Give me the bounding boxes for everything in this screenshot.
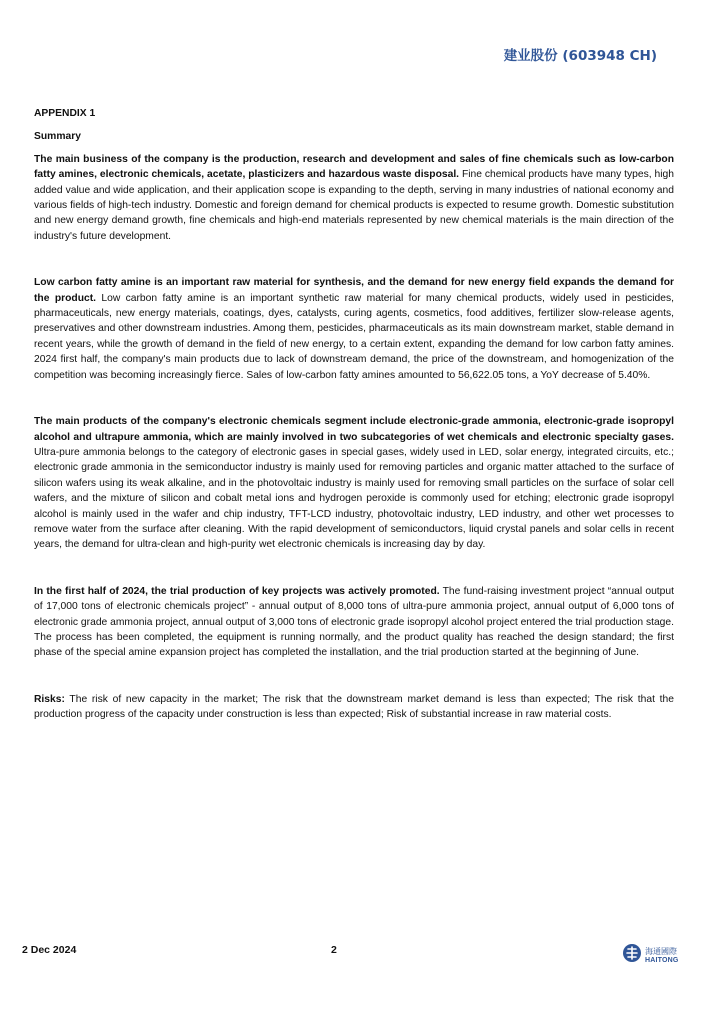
logo-text-en: HAITONG (645, 956, 679, 964)
paragraph-fatty-amine (34, 275, 674, 383)
haitong-logo (622, 943, 679, 968)
paragraph-main-business (34, 152, 674, 244)
summary-title: Summary (34, 131, 81, 143)
paragraph-risks (34, 692, 674, 723)
paragraph-electronic-chemicals (34, 414, 674, 553)
paragraph-body: Ultra-pure ammonia belongs to the category of electronic gases in special gases, widely used in LED, solar energy, integrated circuits, etc.; electronic grade ammonia in the semiconductor industry is mainly used for removing particles and organic matter attached to the surface of silicon wafers using its weak alkaline, and in the photovoltaic industry is mainly used for removing small particles on the surface of solar cell wafers, and the mixture of silicon and cobalt metal ions and hydrogen peroxide is commonly used for etching; electronic grade isopropyl alcohol is mainly used in the wafer and chip industry, TFT-LCD industry, photovoltaic industry, LED industry, and other wet processes to remove water from the surface after cleaning. With the rapid development of semiconductors, liquid crystal panels and solar cells in recent years, the demand for ultra-clean and high-purity wet electronic chemicals is increasing day by day. (34, 446, 674, 551)
paragraph-body: The risk of new capacity in the market; The risk that the downstream market demand is less than expected; The risk that the production progress of the capacity under construction is less than expected; Risk of substantial increase in raw material costs. (34, 693, 674, 721)
paragraph-body: Fine chemical products have many types, high added value and wide application, and their application scope is expanding to the depth, serving in many industries of national economy and various fields of high-tech industry. Domestic and foreign demand for chemical products is expected to resume growth. Domestic substitution and new energy demand growth, fine chemicals and high-end materials represented by new chemical materials is the main direction of the industry's future development. (34, 169, 674, 242)
paragraph-body: Low carbon fatty amine is an important synthetic raw material for many chemical products, widely used in pesticides, pharmaceuticals, new energy materials, coatings, dyes, catalysts, curing agents, cosmetics, food additives, fertilizer slow-release agents, preservatives and other downstream industries. Among them, pesticides, pharmaceuticals as its main downstream market, stable demand in recent years, while the growth of demand in the field of new energy, to a certain extent, expanding the demand for low carbon fatty amines. 2024 first half, the company's main products due to lack of downstream demand, the price of the downstream, and homogenization of the competition was becoming increasingly fierce. Sales of low-carbon fatty amines amounted to 56,622.05 tons, a YoY decrease of 5.40%. (34, 292, 674, 381)
paragraph-lead: The main business of the company is the production, research and development and sales of fine chemicals such as low-carbon fatty amines, electronic chemicals, acetate, plasticizers and hazardous waste disposal. (34, 153, 674, 181)
paragraph-body: The fund-raising investment project “annual output of 17,000 tons of electronic chemicals project” - annual output of 8,000 tons of ultra-pure ammonia project, annual output of 6,000 tons of electronic grade ammonia project, annual output of 3,000 tons of electronic grade isopropyl alcohol project entered the trial production stage. The process has been completed, the equipment is running normally, and the product quality has reached the design standard; the first phase of the special amine expansion project has completed the installation, and the trial production started at the beginning of June. (34, 585, 674, 659)
paragraph-lead: Low carbon fatty amine is an important raw material for synthesis, and the demand for new energy field expands the demand for the product. (34, 277, 674, 304)
paragraph-lead: The main products of the company's electronic chemicals segment include electronic-grade ammonia, electronic-grade isopropyl alcohol and ultrapure ammonia, which are mainly involved in two subcategories of wet chemicals and electronic specialty gases. (34, 416, 674, 443)
page-number: 2 (331, 944, 337, 956)
logo-text-cn: 海通國際 (645, 946, 677, 956)
footer-date: 2 Dec 2024 (22, 944, 77, 956)
appendix-title: APPENDIX 1 (34, 108, 96, 119)
header-ticker: 建业股份 (603948 CH) (503, 48, 657, 64)
haitong-logo-icon (622, 943, 642, 968)
paragraph-lead: In the first half of 2024, the trial production of key projects was actively promoted. (34, 585, 440, 597)
paragraph-lead: Risks: (34, 693, 65, 705)
paragraph-trial-production (34, 584, 674, 661)
report-body (34, 106, 674, 723)
